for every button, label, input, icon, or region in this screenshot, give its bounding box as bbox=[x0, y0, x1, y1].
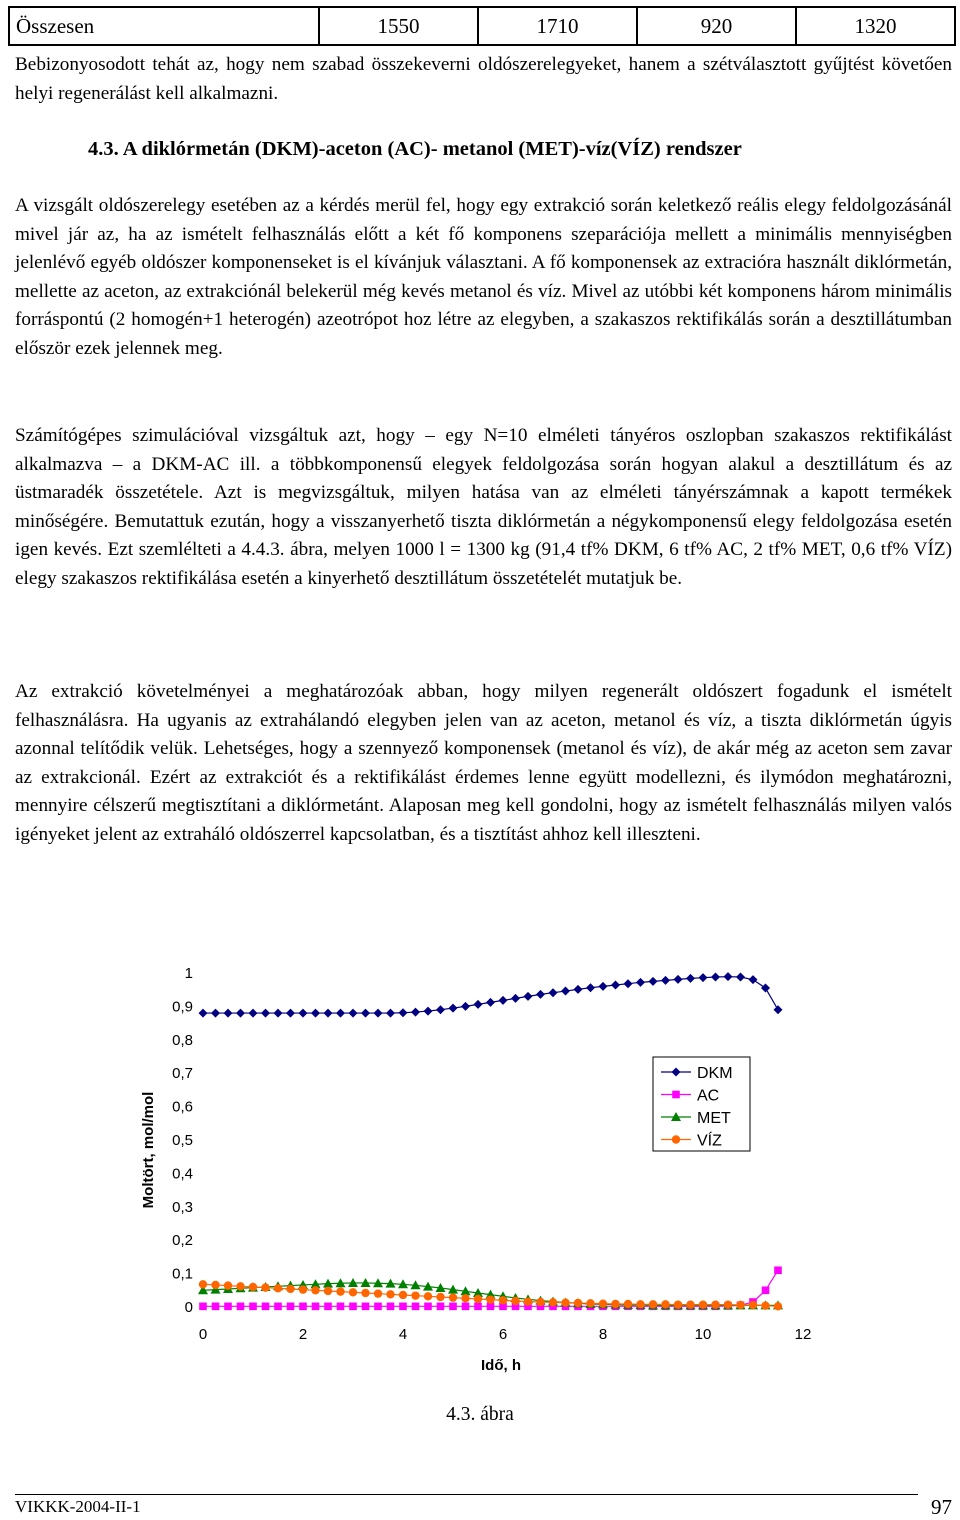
data-point bbox=[412, 1303, 420, 1311]
y-tick-label: 0,7 bbox=[172, 1065, 193, 1083]
data-point bbox=[549, 988, 558, 997]
data-point bbox=[436, 1293, 444, 1301]
section-heading: 4.3. A diklórmetán (DKM)-aceton (AC)- metanol (MET)-víz(VÍZ) rendszer bbox=[88, 138, 742, 160]
x-tick-label: 0 bbox=[198, 1326, 208, 1343]
paragraph-4: Az extrakció követelményei a meghatározóak abban, hogy milyen regenerált oldószert fogadunk el ismételt felhasználásra. Ha ugyanis az extrahálandó elegyben jelen van az aceton, metanol és víz, a tiszta diklórmetán úgyis azonnal telítődik velük. Lehetséges, hogy a szennyező komponensek (metanol és víz), de akár még az aceton sem zavar az extrakcionál. Ezért az extrakciót és a rektifikálást érdemes lenne együtt modellezni, és ilymódon meghatározni, mennyire célszerű megtisztítani a diklórmetánt. Alaposan meg kell gondolni, hogy az ismételt felhasználás milyen valós igényeket jelent az extraháló oldószerrel kapcsolatban, és a tisztítást ahhoz kell illeszteni. bbox=[15, 681, 952, 845]
data-point bbox=[536, 1298, 544, 1306]
data-point bbox=[561, 987, 570, 996]
data-point bbox=[349, 1303, 357, 1311]
data-point bbox=[699, 973, 708, 982]
data-point bbox=[374, 1303, 382, 1311]
data-point bbox=[724, 1300, 732, 1308]
data-point bbox=[674, 1300, 682, 1308]
data-point bbox=[711, 1300, 719, 1308]
data-point bbox=[236, 1282, 244, 1290]
data-point bbox=[461, 1002, 470, 1011]
data-point bbox=[474, 1000, 483, 1009]
data-point bbox=[361, 1289, 369, 1297]
data-point bbox=[724, 972, 733, 981]
data-point bbox=[361, 1009, 370, 1018]
data-point bbox=[249, 1303, 257, 1311]
data-point bbox=[511, 994, 520, 1003]
data-point bbox=[486, 1295, 494, 1303]
data-point bbox=[386, 1009, 395, 1018]
data-point bbox=[299, 1285, 307, 1293]
y-tick-label: 0,1 bbox=[172, 1265, 193, 1283]
y-tick-label: 0,3 bbox=[172, 1198, 193, 1216]
data-point bbox=[424, 1303, 432, 1311]
data-point bbox=[324, 1287, 332, 1295]
data-point bbox=[699, 1300, 707, 1308]
data-point bbox=[611, 1300, 619, 1308]
y-tick-label: 0,8 bbox=[172, 1031, 193, 1049]
data-point bbox=[549, 1298, 557, 1306]
data-point bbox=[536, 990, 545, 999]
data-point bbox=[336, 1009, 345, 1018]
paragraph-1: Bebizonyosodott tehát az, hogy nem szabad összekeverni oldószerelegyeket, hanem a szétválasztott gyűjtést követően helyi regenerálást kell alkalmazni. bbox=[15, 54, 952, 104]
data-point bbox=[324, 1303, 332, 1311]
data-point bbox=[274, 1303, 282, 1311]
data-point bbox=[449, 1303, 457, 1311]
data-point bbox=[511, 1297, 519, 1305]
data-point bbox=[561, 1298, 569, 1306]
x-tick-label: 4 bbox=[398, 1326, 408, 1343]
data-point bbox=[399, 1008, 408, 1017]
legend-label: DKM bbox=[697, 1065, 733, 1082]
data-point bbox=[386, 1290, 394, 1298]
composition-chart bbox=[125, 955, 845, 1395]
data-point bbox=[586, 1299, 594, 1307]
data-point bbox=[249, 1009, 258, 1018]
data-point bbox=[211, 1009, 220, 1018]
data-point bbox=[761, 984, 770, 993]
data-point bbox=[212, 1303, 220, 1311]
data-point bbox=[199, 1280, 207, 1288]
table-row bbox=[9, 7, 955, 45]
data-point bbox=[749, 1301, 757, 1309]
x-tick-label: 8 bbox=[598, 1326, 608, 1343]
y-tick-label: 0,9 bbox=[172, 998, 193, 1016]
data-point bbox=[486, 998, 495, 1007]
data-point bbox=[524, 992, 533, 1001]
data-point bbox=[399, 1303, 407, 1311]
data-point bbox=[686, 974, 695, 983]
data-point bbox=[336, 1287, 344, 1295]
y-tick-label: 0,2 bbox=[172, 1232, 193, 1250]
data-point bbox=[349, 1009, 358, 1018]
data-point bbox=[349, 1288, 357, 1296]
data-point bbox=[324, 1009, 333, 1018]
data-point bbox=[199, 1009, 208, 1018]
data-point bbox=[586, 983, 595, 992]
data-point bbox=[624, 979, 633, 988]
data-point bbox=[211, 1281, 219, 1289]
data-point bbox=[424, 1292, 432, 1300]
data-point bbox=[449, 1293, 457, 1301]
legend-label: MET bbox=[697, 1110, 731, 1127]
data-point bbox=[224, 1281, 232, 1289]
summary-value-cell: 1320 bbox=[796, 7, 955, 45]
data-point bbox=[312, 1303, 320, 1311]
y-axis-title: Moltört, mol/mol bbox=[140, 1091, 157, 1209]
data-point bbox=[311, 1286, 319, 1294]
data-point bbox=[674, 975, 683, 984]
x-tick-label: 10 bbox=[694, 1326, 712, 1343]
data-point bbox=[474, 1295, 482, 1303]
data-point bbox=[749, 975, 758, 984]
data-point bbox=[661, 1300, 669, 1308]
data-point bbox=[299, 1303, 307, 1311]
footer-divider bbox=[15, 1494, 918, 1495]
data-point bbox=[686, 1300, 694, 1308]
data-point bbox=[274, 1284, 282, 1292]
data-point bbox=[311, 1009, 320, 1018]
figure-caption: 4.3. ábra bbox=[446, 1404, 514, 1425]
data-point bbox=[461, 1294, 469, 1302]
data-point bbox=[199, 1303, 207, 1311]
data-point bbox=[411, 1291, 419, 1299]
data-point bbox=[599, 1299, 607, 1307]
data-point bbox=[287, 1303, 295, 1311]
data-point bbox=[449, 1004, 458, 1013]
data-point bbox=[499, 1296, 507, 1304]
data-point bbox=[286, 1009, 295, 1018]
series-line bbox=[203, 977, 778, 1013]
data-point bbox=[774, 1005, 783, 1014]
y-tick-label: 0 bbox=[184, 1299, 193, 1316]
summary-label-cell: Összesen bbox=[9, 7, 319, 45]
data-point bbox=[436, 1005, 445, 1014]
data-point bbox=[474, 1303, 482, 1311]
data-point bbox=[424, 1007, 433, 1016]
x-tick-label: 6 bbox=[498, 1326, 508, 1343]
data-point bbox=[636, 978, 645, 987]
summary-value-cell: 1710 bbox=[478, 7, 637, 45]
data-point bbox=[299, 1009, 308, 1018]
data-point bbox=[374, 1009, 383, 1018]
data-point bbox=[437, 1303, 445, 1311]
legend-label: AC bbox=[697, 1087, 720, 1105]
data-point bbox=[524, 1297, 532, 1305]
data-point bbox=[411, 1008, 420, 1017]
data-point bbox=[387, 1303, 395, 1311]
x-tick-label: 2 bbox=[298, 1326, 308, 1343]
y-tick-label: 0,5 bbox=[172, 1132, 193, 1149]
data-point bbox=[774, 1302, 782, 1310]
data-point bbox=[337, 1303, 345, 1311]
data-point bbox=[661, 976, 670, 985]
legend-marker bbox=[672, 1135, 680, 1143]
data-point bbox=[249, 1283, 257, 1291]
data-point bbox=[624, 1300, 632, 1308]
data-point bbox=[399, 1291, 407, 1299]
data-point bbox=[224, 1303, 232, 1311]
paragraph-2: A vizsgált oldószerelegy esetében az a kérdés merül fel, hogy egy extrakció során keletkező reális elegy feldolgozásánál mivel jár az, ha az ismételt felhasználás előtt a két fő komponens szeparációja mellett a minimális mennyiségben jelenlévő egyéb oldószer komponenseket is el kívánjuk választani. A fő komponensek az extracióra használt diklórmetán, mellette az aceton, az extrakciónál belekerül még kevés metanol és víz. Mivel az utóbbi két komponens három minimális forráspontú (2 homogén+1 heterogén) azeotrópot hoz létre az elegyben, a szakaszos rektifikálás során a desztillátumban először ezek jelennek meg. bbox=[15, 195, 952, 359]
legend-label: VÍZ bbox=[697, 1132, 722, 1150]
footer-doc-id: VIKKK-2004-II-1 bbox=[15, 1497, 141, 1516]
x-tick-label: 12 bbox=[794, 1326, 812, 1343]
summary-value-cell: 1550 bbox=[319, 7, 478, 45]
data-point bbox=[237, 1303, 245, 1311]
data-point bbox=[599, 982, 608, 991]
data-point bbox=[649, 1300, 657, 1308]
data-point bbox=[274, 1009, 283, 1018]
y-tick-label: 1 bbox=[184, 965, 193, 982]
data-point bbox=[762, 1287, 770, 1295]
data-point bbox=[736, 1301, 744, 1309]
legend-marker bbox=[672, 1091, 680, 1099]
summary-value-cell: 920 bbox=[637, 7, 796, 45]
page-number: 97 bbox=[931, 1495, 952, 1519]
data-point bbox=[649, 977, 658, 986]
data-point bbox=[636, 1300, 644, 1308]
data-point bbox=[224, 1009, 233, 1018]
data-point bbox=[286, 1285, 294, 1293]
data-point bbox=[261, 1283, 269, 1291]
data-point bbox=[374, 1289, 382, 1297]
data-point bbox=[262, 1303, 270, 1311]
data-point bbox=[574, 985, 583, 994]
data-point bbox=[462, 1303, 470, 1311]
data-point bbox=[261, 1009, 270, 1018]
data-point bbox=[499, 996, 508, 1005]
data-point bbox=[574, 1299, 582, 1307]
data-point bbox=[761, 1301, 769, 1309]
summary-table bbox=[8, 6, 956, 46]
paragraph-3: Számítógépes szimulációval vizsgáltuk azt, hogy – egy N=10 elméleti tányéros oszlopban szakaszos rektifikálást alkalmazva – a DKM-AC ill. a többkomponensű elegyek feldolgozása során hogyan alakul a desztillátum és az üstmaradék összetétele. Azt is megvizsgáltuk, milyen hatása van az elméleti tányérszámnak a kapott termékek minőségére. Bemutattuk ezután, hogy a visszanyerhető tiszta diklórmetán a négykomponensű elegy feldolgozása esetén igen kevés. Ezt szemlélteti a 4.4.3. ábra, melyen 1000 l = 1300 kg (91,4 tf% DKM, 6 tf% AC, 2 tf% MET, 0,6 tf% VÍZ) elegy szakaszos rektifikálása esetén a kinyerhető desztillátum összetételét mutatjuk be. bbox=[15, 425, 952, 589]
data-point bbox=[711, 973, 720, 982]
data-point bbox=[611, 981, 620, 990]
y-tick-label: 0,6 bbox=[172, 1098, 193, 1116]
data-point bbox=[736, 973, 745, 982]
series-dkm-group bbox=[199, 972, 783, 1017]
data-point bbox=[774, 1266, 782, 1274]
data-point bbox=[362, 1303, 370, 1311]
x-axis-title: Idő, h bbox=[481, 1357, 521, 1374]
y-tick-label: 0,4 bbox=[172, 1165, 193, 1183]
data-point bbox=[236, 1009, 245, 1018]
